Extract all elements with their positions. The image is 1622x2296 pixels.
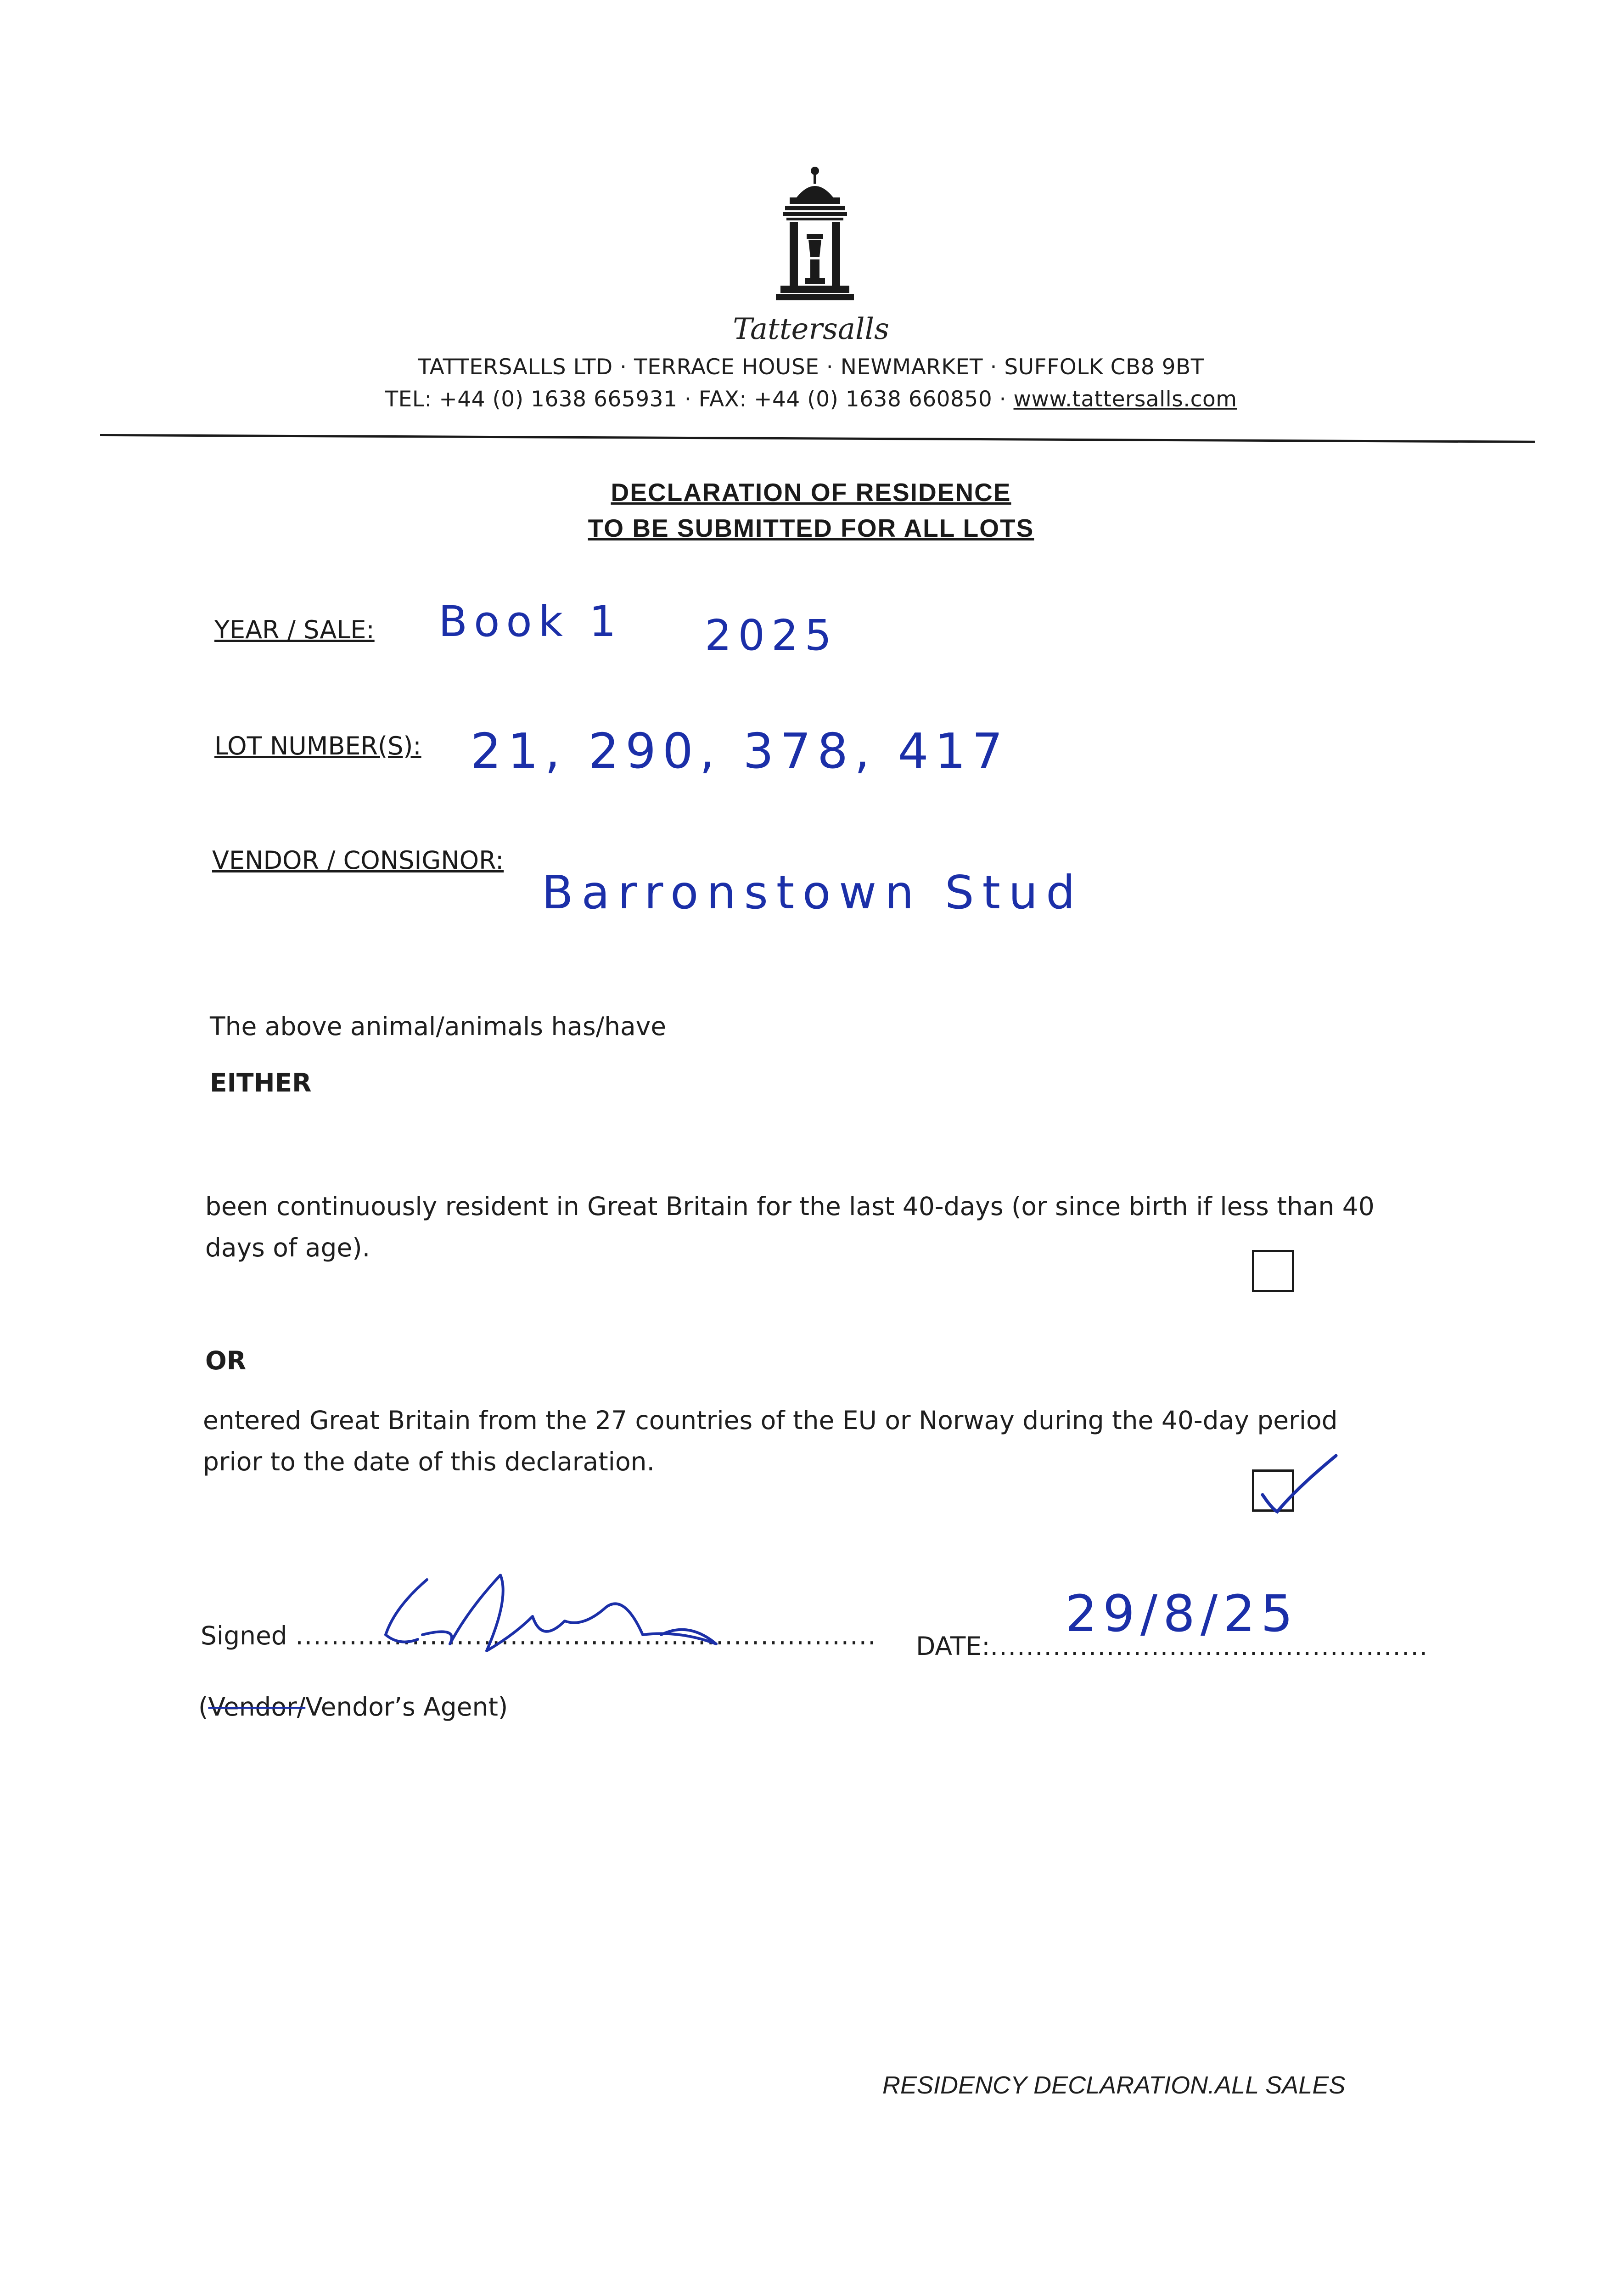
date-value: 29/8/25 — [1065, 1584, 1299, 1643]
option-one-line-2: days of age). — [205, 1233, 370, 1262]
document-subtitle: TO BE SUBMITTED FOR ALL LOTS — [588, 514, 1034, 542]
option-one-text — [205, 1186, 1399, 1268]
declaration-intro: The above animal/animals has/have — [210, 1012, 667, 1041]
year-sale-label: YEAR / SALE: — [214, 615, 375, 644]
header-divider — [100, 434, 1535, 443]
date-label: DATE: — [916, 1632, 990, 1661]
option-two-line-2: prior to the date of this declaration. — [203, 1447, 655, 1476]
role-struck-vendor: Vendor/ — [208, 1692, 306, 1722]
signatory-role — [198, 1692, 508, 1722]
website-link[interactable]: www.tattersalls.com — [1013, 387, 1237, 412]
document-title: DECLARATION OF RESIDENCE — [611, 478, 1011, 506]
signature-scribble — [367, 1566, 790, 1676]
lot-numbers-label: LOT NUMBER(S): — [214, 732, 421, 760]
or-heading: OR — [205, 1346, 247, 1375]
contact-numbers: TEL: +44 (0) 1638 665931 · FAX: +44 (0) 1638 660850 · — [385, 387, 1014, 412]
date-line: DATE:................................................. — [916, 1632, 1429, 1661]
role-open-paren: ( — [198, 1692, 208, 1722]
signed-label: Signed — [201, 1621, 287, 1650]
footer-reference: RESIDENCY DECLARATION.ALL SALES — [882, 2071, 1346, 2099]
either-heading: EITHER — [210, 1068, 312, 1097]
role-vendor-agent: Vendor’s Agent) — [305, 1692, 508, 1722]
option-two-line-1: entered Great Britain from the 27 countries of the EU or Norway during the 40-day period — [203, 1406, 1338, 1435]
option-two-text — [203, 1400, 1397, 1482]
option-one-line-1: been continuously resident in Great Britain for the last 40-days (or since birth if less than 40 — [205, 1192, 1375, 1221]
check-mark-icon — [1258, 1451, 1341, 1520]
option-one-checkbox[interactable] — [1252, 1250, 1294, 1292]
company-address: TATTERSALLS LTD · TERRACE HOUSE · NEWMARKET · SUFFOLK CB8 9BT — [418, 355, 1204, 380]
vendor-value: Barronstown Stud — [542, 866, 1083, 919]
year-sale-year: 2025 — [705, 611, 838, 660]
vendor-label: VENDOR / CONSIGNOR: — [212, 846, 504, 875]
signed-line: Signed ................................................................. — [201, 1621, 877, 1650]
tattersalls-temple-logo — [764, 165, 865, 317]
brand-name: Tattersalls — [733, 312, 889, 346]
lot-numbers-value: 21, 290, 378, 417 — [471, 723, 1010, 779]
year-sale-value: Book 1 — [438, 597, 623, 646]
company-contact — [0, 387, 1622, 412]
